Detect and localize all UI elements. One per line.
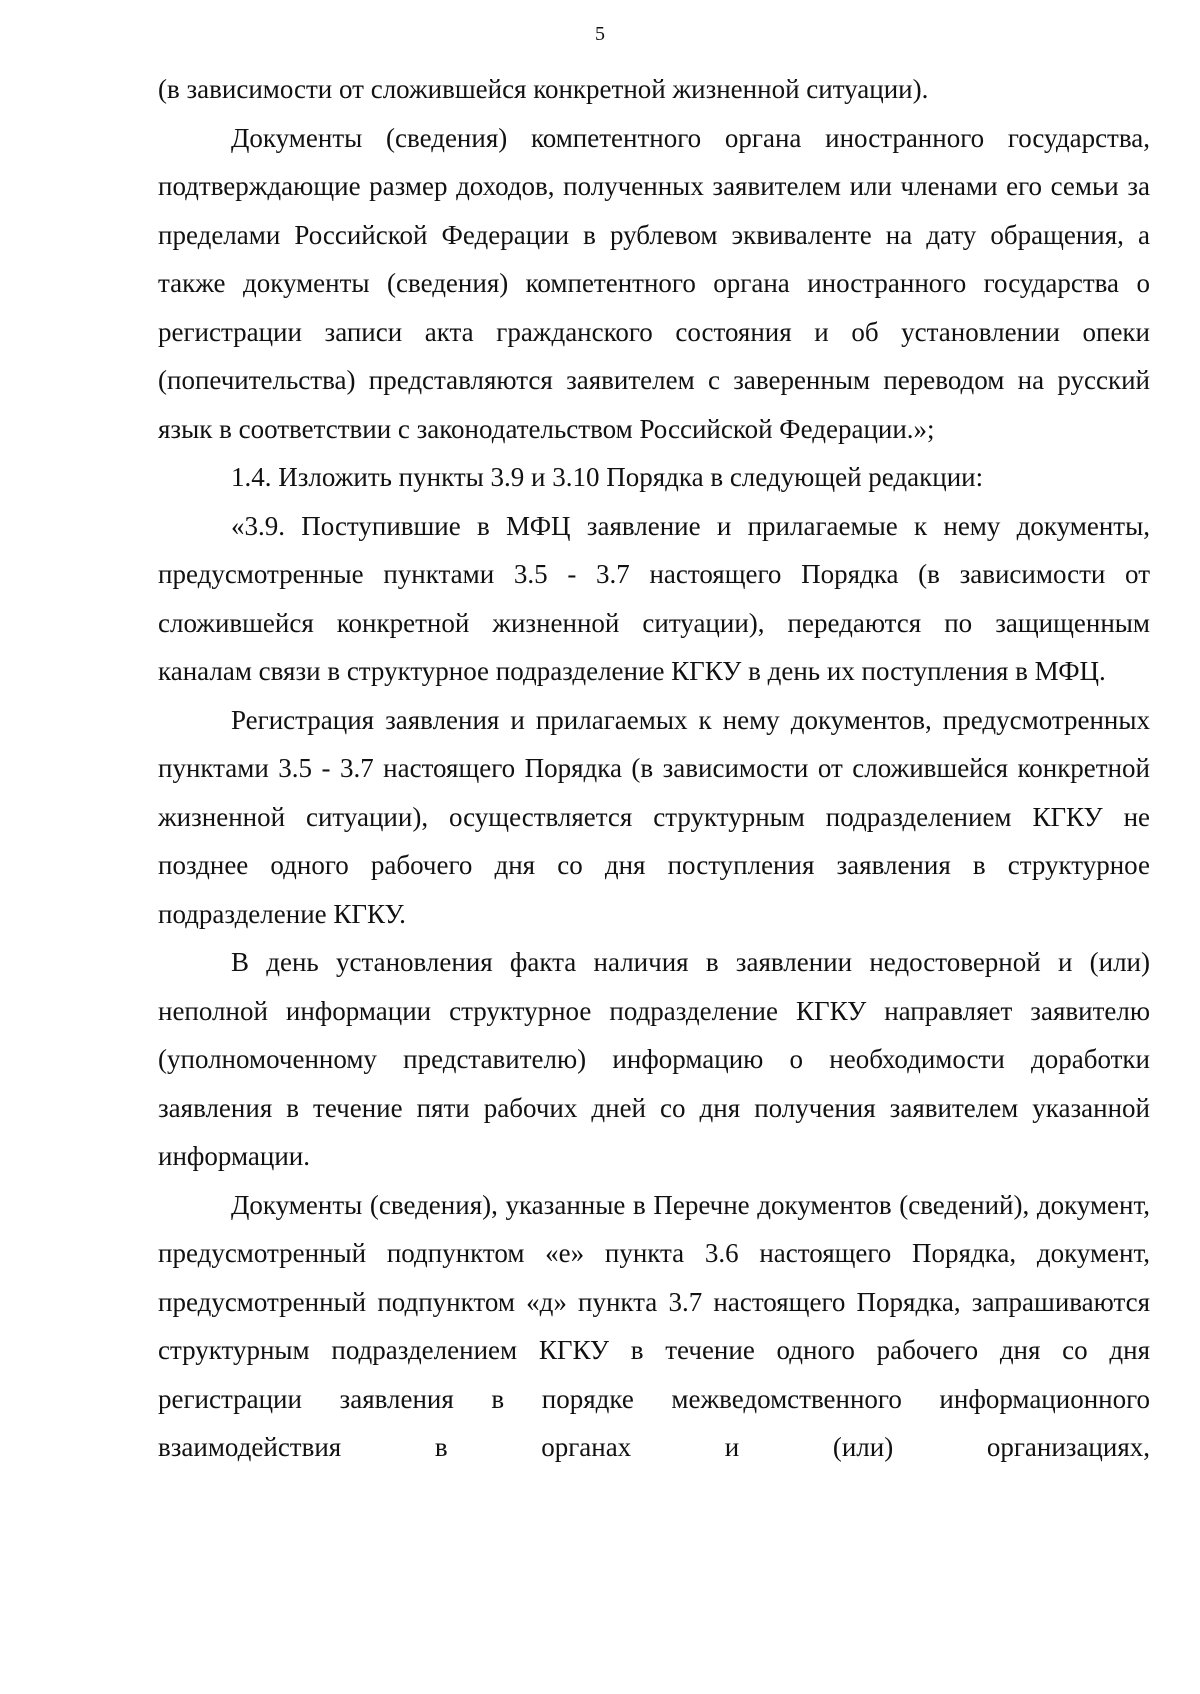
paragraph-registration: Регистрация заявления и прилагаемых к нему документов, предусмотренных пунктами 3.5 - 3.7 настоящего Порядка (в зависимости от сложившейся конкретной жизненной ситуации), осуществляется структурным подразделением КГКУ не позднее одного рабочего дня со дня поступления заявления в структурное подразделение КГКУ. [158, 704, 1150, 929]
document-body [158, 65, 1150, 1472]
paragraph-incomplete-info: В день установления факта наличия в заявлении недостоверной и (или) неполной информации структурное подразделение КГКУ направляет заявителю (уполномоченному представителю) информацию о необходимости доработки заявления в течение пяти рабочих дней со дня получения заявителем указанной информации. [158, 947, 1150, 1171]
paragraph-continuation: (в зависимости от сложившейся конкретной жизненной ситуации). [158, 74, 929, 104]
paragraph-interagency-request: Документы (сведения), указанные в Перечне документов (сведений), документ, предусмотренный подпунктом «е» пункта 3.6 настоящего Порядка, документ, предусмотренный подпунктом «д» пункта 3.7 настоящего Порядка, запрашиваются структурным подразделением КГКУ в течение одного рабочего дня со дня регистрации заявления в порядке межведомственного информационного взаимодействия в органах и (или) организациях, [158, 1189, 1150, 1462]
paragraph-foreign-documents: Документы (сведения) компетентного органа иностранного государства, подтверждающие размер доходов, полученных заявителем или членами его семьи за пределами Российской Федерации в рублевом эквиваленте на дату обращения, а также документы (сведения) компетентного органа иностранного государства о регистрации записи акта гражданского состояния и об установлении опеки (попечительства) представляются заявителем с заверенным переводом на русский язык в соответствии с законодательством Российской Федерации.»; [158, 122, 1150, 444]
page-number: 5 [595, 23, 605, 45]
paragraph-amendment-1-4: 1.4. Изложить пункты 3.9 и 3.10 Порядка в следующей редакции: [231, 462, 984, 492]
paragraph-clause-3-9: «3.9. Поступившие в МФЦ заявление и прилагаемые к нему документы, предусмотренные пунктами 3.5 - 3.7 настоящего Порядка (в зависимости от сложившейся конкретной жизненной ситуации), передаются по защищенным каналам связи в структурное подразделение КГКУ в день их поступления в МФЦ. [158, 510, 1150, 686]
